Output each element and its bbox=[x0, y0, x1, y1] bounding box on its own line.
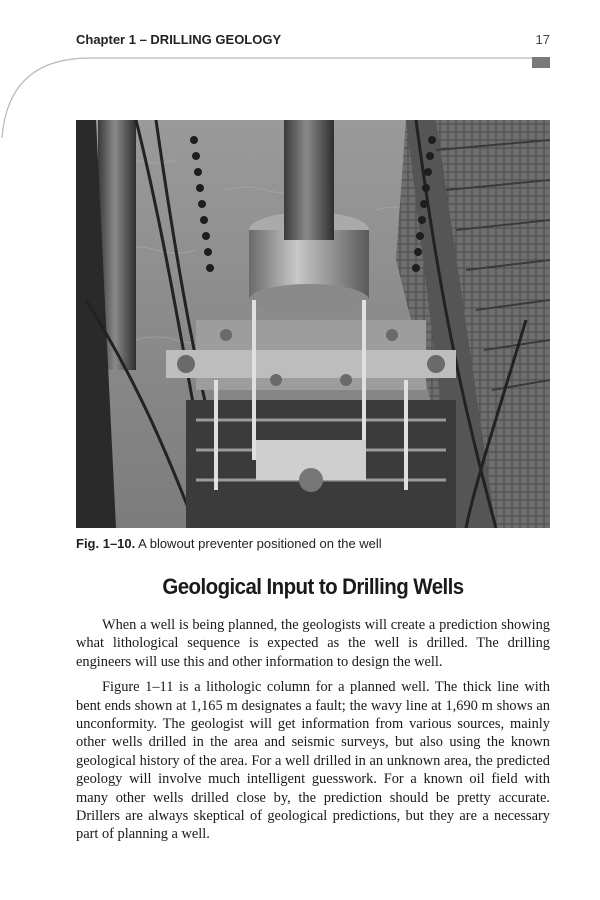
section-heading: Geological Input to Drilling Wells bbox=[162, 574, 464, 599]
page-number: 17 bbox=[535, 32, 550, 47]
paragraph: When a well is being planned, the geologists will create a prediction showing what lithological sequence is expected as the well is drilled. The drilling engineers will use this and other information to design the well. bbox=[76, 617, 550, 670]
corner-tab-marker bbox=[532, 57, 550, 68]
blowout-preventer-photo bbox=[76, 120, 550, 528]
chapter-title: Chapter 1 – DRILLING GEOLOGY bbox=[76, 32, 282, 47]
running-header bbox=[76, 30, 550, 50]
figure-label: Fig. 1–10. bbox=[76, 536, 136, 551]
body-text bbox=[76, 616, 550, 851]
figure-caption-text: A blowout preventer positioned on the well bbox=[135, 536, 382, 551]
paragraph: Figure 1–11 is a lithologic column for a planned well. The thick line with bent ends shown at 1,165 m designates a fault; the wavy line at 1,690 m shows an unconformity. The geologist will get information from various sources, mainly other wells drilled in the area and seismic surveys, but also using the known geological history of the area. For a well drilled in an unknown area, the predicted geology will involve much intelligent guesswork. For a known oil field with many other wells drilled close by, the prediction should be pretty accurate. Drillers are always skeptical of geological predictions, but they are a necessary part of planning a well. bbox=[76, 679, 550, 843]
figure-caption bbox=[76, 536, 550, 551]
